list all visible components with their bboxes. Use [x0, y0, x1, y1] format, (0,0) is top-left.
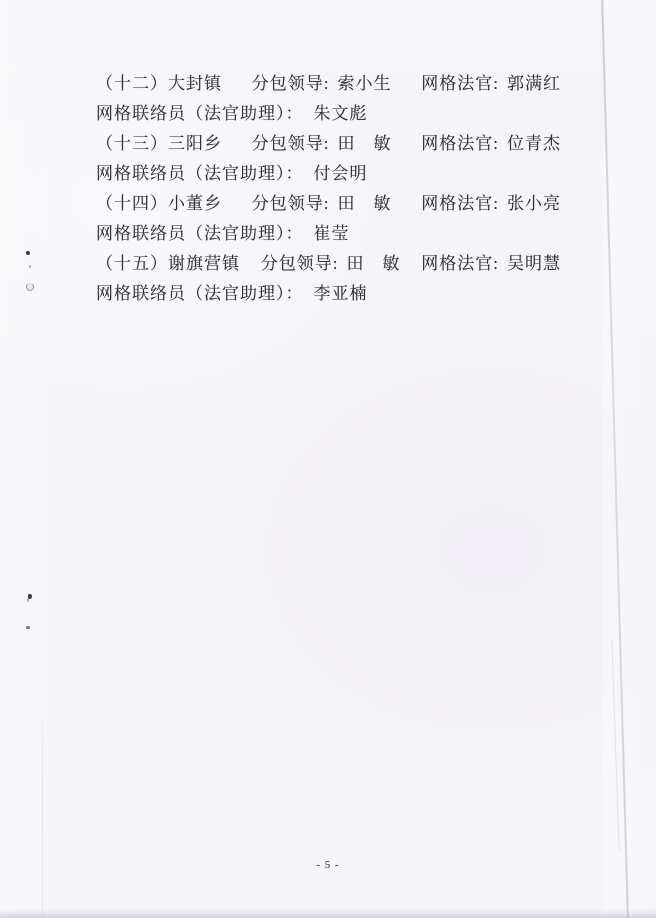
judge-name: 张小亮 [507, 194, 561, 213]
scan-edge-shadow [0, 908, 656, 918]
town-name: 谢旗营镇 [168, 254, 240, 273]
entry-row [96, 189, 561, 249]
judge-segment [421, 69, 561, 99]
entry-index: （十五） [96, 254, 168, 273]
judge-label: 网格法官: [421, 254, 499, 273]
liaison-name: 朱文彪 [313, 104, 368, 123]
liaison-line [96, 279, 561, 309]
liaison-line [96, 99, 561, 129]
judge-name: 郭满红 [507, 74, 561, 93]
leader-label: 分包领导: [251, 194, 330, 213]
judge-name: 位青杰 [507, 134, 561, 153]
ink-speck [26, 251, 30, 255]
town-name: 三阳乡 [168, 134, 222, 153]
leader-segment [252, 189, 392, 219]
liaison-label: 网格联络员（法官助理）： [96, 104, 304, 123]
entry-row [96, 129, 561, 189]
town-name: 大封镇 [168, 74, 222, 93]
paper-light-band [603, 0, 656, 918]
judge-segment [421, 129, 561, 159]
entry-header-line [96, 249, 561, 279]
page-crease-left [42, 690, 43, 918]
ink-speck [26, 626, 30, 629]
ink-speck [29, 265, 31, 268]
entry-header-line [96, 69, 561, 99]
entry-index: （十四） [96, 194, 168, 213]
liaison-name: 李亚楠 [313, 284, 368, 303]
leader-name: 田 敏 [337, 134, 392, 153]
entry-row [96, 249, 561, 309]
page-number: - 5 - [316, 859, 340, 871]
liaison-line [96, 219, 561, 249]
leader-segment [252, 129, 392, 159]
entry-header-line [96, 189, 561, 219]
town-name: 小董乡 [168, 194, 222, 213]
leader-name: 田 敏 [346, 254, 401, 273]
document-body [96, 69, 561, 309]
leader-label: 分包领导: [260, 254, 339, 273]
liaison-label: 网格联络员（法官助理）： [96, 164, 304, 183]
judge-label: 网格法官: [421, 194, 499, 213]
leader-segment [252, 69, 392, 99]
entry-index: （十二） [96, 74, 168, 93]
ink-speck [27, 598, 29, 602]
entry-index-town [96, 69, 222, 99]
liaison-name: 崔莹 [313, 224, 350, 243]
leader-label: 分包领导: [251, 74, 330, 93]
entry-index: （十三） [96, 134, 168, 153]
ink-smudge [26, 283, 34, 291]
judge-name: 吴明慧 [507, 254, 561, 273]
leader-name: 索小生 [337, 74, 392, 93]
leader-segment [261, 249, 401, 279]
judge-segment [421, 189, 561, 219]
entry-header-line [96, 129, 561, 159]
judge-label: 网格法官: [421, 74, 499, 93]
judge-segment [421, 249, 561, 279]
judge-label: 网格法官: [421, 134, 499, 153]
leader-name: 田 敏 [337, 194, 392, 213]
entry-index-town [96, 129, 222, 159]
entry-index-town [96, 249, 240, 279]
liaison-name: 付会明 [313, 164, 368, 183]
entry-index-town [96, 189, 222, 219]
entry-row [96, 69, 561, 129]
leader-label: 分包领导: [251, 134, 330, 153]
liaison-label: 网格联络员（法官助理）： [96, 284, 304, 303]
liaison-label: 网格联络员（法官助理）： [96, 224, 304, 243]
liaison-line [96, 159, 561, 189]
